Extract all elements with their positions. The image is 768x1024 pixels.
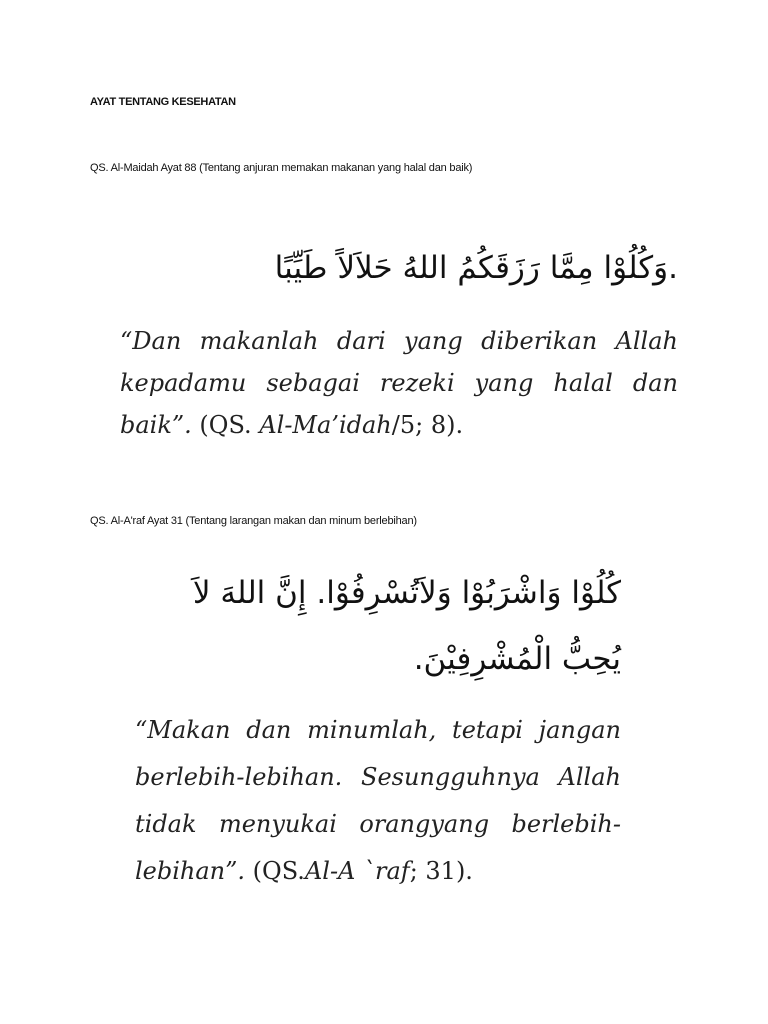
citation-surah: Al-A `raf <box>304 857 410 885</box>
translation-al-araf <box>135 707 621 895</box>
citation-surah: Al-Ma’idah <box>259 411 392 439</box>
citation-prefix: (QS. <box>191 411 260 439</box>
translation-quote: “Dan makanlah dari yang diberikan Allah kepadamu sebagai rezeki yang halal dan baik”. <box>120 327 678 439</box>
document-title: AYAT TENTANG KESEHATAN <box>90 96 236 108</box>
citation-suffix: ; 31). <box>409 857 473 885</box>
arabic-verse-al-araf: كُلُوْا وَاشْرَبُوْا وَلاَتُسْرِفُوْا. إِنَّ اللهَ لاَ يُحِبُّ الْمُشْرِفِيْنَ. <box>192 575 621 677</box>
citation-prefix: (QS. <box>245 857 305 885</box>
translation-al-maidah <box>120 320 678 446</box>
section-heading-al-araf: QS. Al-A'raf Ayat 31 (Tentang larangan makan dan minum berlebihan) <box>90 515 417 527</box>
citation-suffix: /5; 8). <box>391 411 464 439</box>
arabic-verse-al-maidah: .وَكُلُوْا مِمَّا رَزَقَكُمُ اللهُ حَلاَلاً طَيِّبًا <box>274 250 678 286</box>
section-heading-al-maidah: QS. Al-Maidah Ayat 88 (Tentang anjuran memakan makanan yang halal dan baik) <box>90 162 473 174</box>
translation-quote: “Makan dan minumlah, tetapi jangan berlebih-lebihan. Sesungguhnya Allah tidak menyukai orangyang berlebih-lebihan”. <box>135 716 621 885</box>
